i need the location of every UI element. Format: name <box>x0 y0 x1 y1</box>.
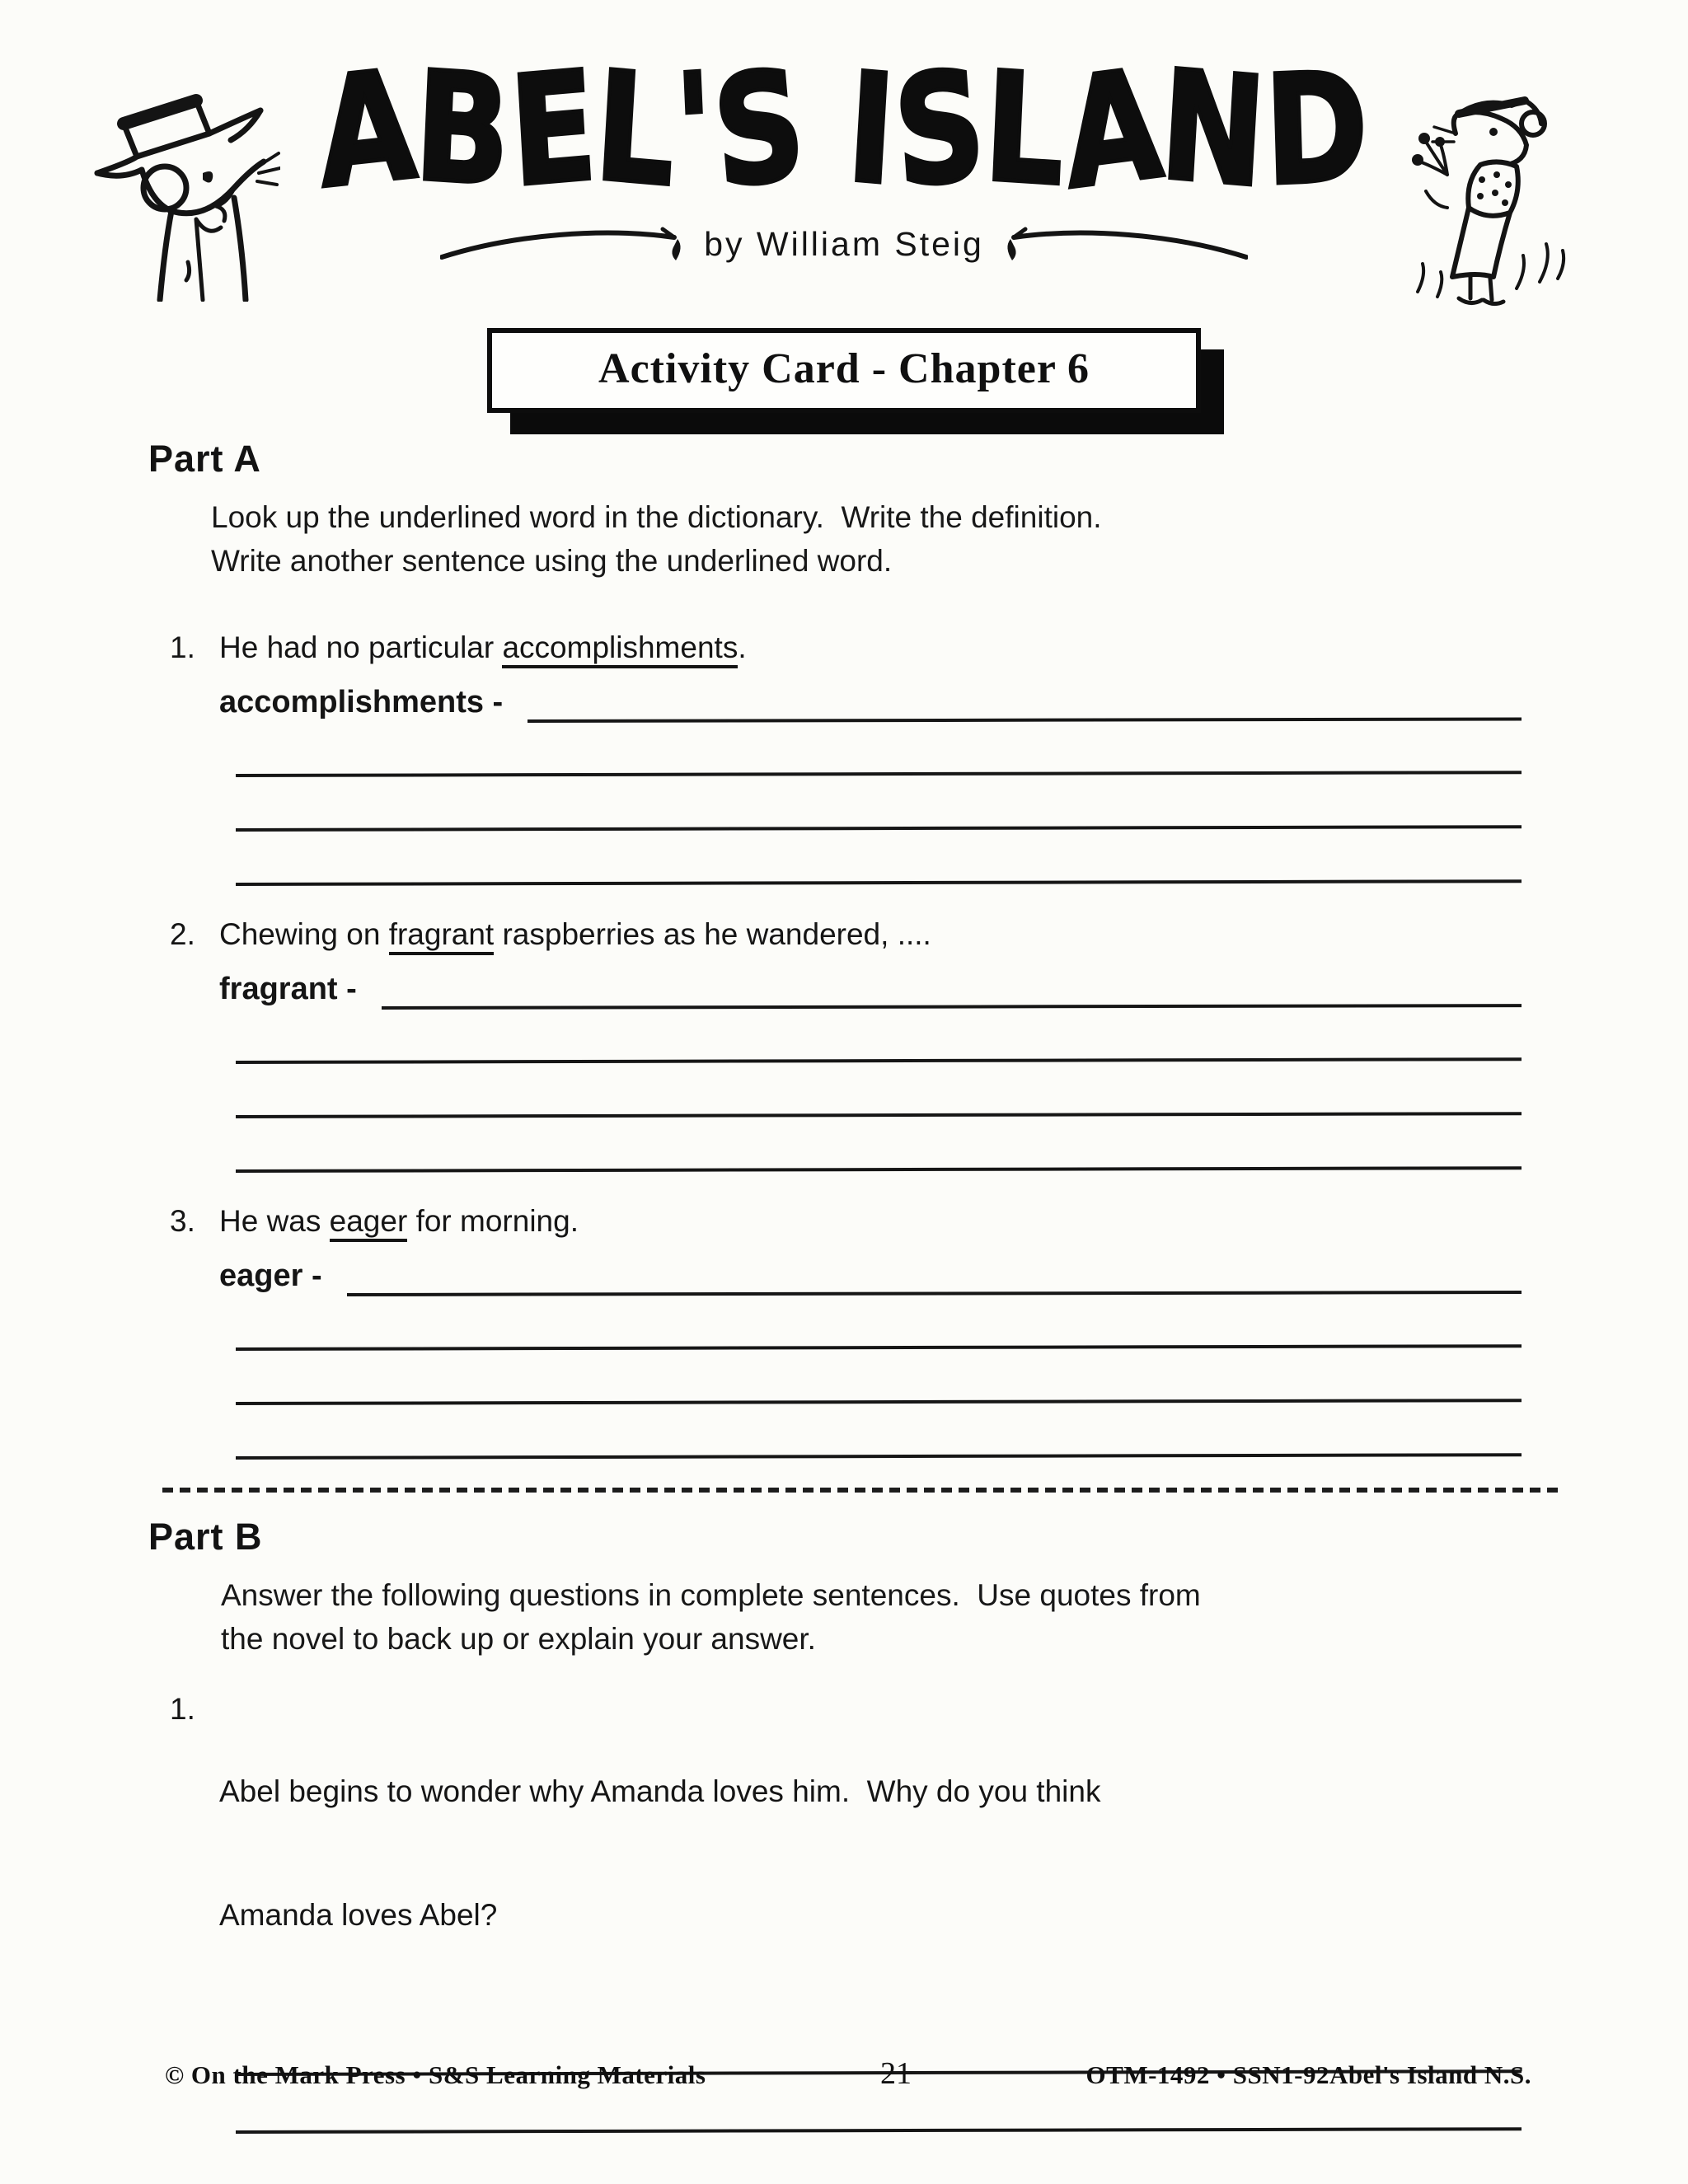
part-b-instructions <box>221 1573 1515 1661</box>
answer-lines <box>236 723 1522 886</box>
question-text <box>219 1689 1522 2018</box>
byline-text: by William Steig <box>704 224 984 263</box>
item-number: 1. <box>170 630 195 664</box>
activity-card-title-box <box>487 328 1201 413</box>
instruction-line: Look up the underlined word in the dictionary. Write the definition. <box>211 500 1102 534</box>
vocab-sentence <box>170 1201 1522 1242</box>
page-number: 21 <box>880 2056 912 2091</box>
book-title: ABEL'S ISLAND <box>312 36 1372 223</box>
part-a-instructions <box>211 495 1515 583</box>
underlined-word: accomplishments <box>502 630 738 668</box>
banner <box>0 0 1688 315</box>
vocab-sentence <box>170 627 1522 668</box>
sentence-text: raspberries as he wandered, .... <box>494 917 931 951</box>
part-a-section <box>0 438 1688 1460</box>
question-line: Amanda loves Abel? <box>219 1898 498 1932</box>
section-divider <box>162 1488 1560 1493</box>
definition-label-row <box>219 968 1522 1010</box>
question-text-row <box>170 1689 1522 2018</box>
item-number: 2. <box>170 917 195 951</box>
sentence-text: Chewing on <box>219 917 389 951</box>
item-sentence <box>219 1201 1522 1242</box>
underlined-word: fragrant <box>389 917 495 955</box>
vocab-word-label: eager - <box>219 1258 322 1293</box>
writing-line <box>236 828 1522 886</box>
answer-lines <box>236 1010 1522 1173</box>
writing-line <box>236 719 1522 777</box>
writing-line <box>236 1293 1522 1351</box>
question-item-1 <box>170 1689 1522 2184</box>
byline-left-swash-icon <box>440 221 687 267</box>
answer-lines <box>236 2018 1522 2184</box>
writing-line <box>236 1402 1522 1460</box>
item-sentence <box>219 627 1522 668</box>
page-footer <box>165 2055 1531 2092</box>
sentence-text: He was <box>219 1204 330 1238</box>
writing-line <box>236 1006 1522 1064</box>
sentence-text: for morning. <box>407 1204 579 1238</box>
instruction-line: Write another sentence using the underlined word. <box>211 544 893 578</box>
writing-line <box>236 1061 1522 1118</box>
writing-line <box>236 1115 1522 1173</box>
item-number: 1. <box>170 1692 195 1726</box>
catalog-code: OTM-1492 • SSN1-92Abel's Island N.S. <box>1085 2060 1531 2089</box>
writing-line <box>236 1347 1522 1405</box>
vocab-item-fragrant <box>170 914 1522 1173</box>
sentence-text: He had no particular <box>219 630 503 664</box>
copyright-text: © On the Mark Press • S&S Learning Materials <box>165 2060 706 2089</box>
underlined-word: eager <box>330 1204 408 1242</box>
answer-lines <box>236 1296 1522 1460</box>
instruction-line: Answer the following questions in complete sentences. Use quotes from <box>221 1578 1201 1612</box>
writing-line <box>236 774 1522 832</box>
sentence-text: . <box>738 630 747 664</box>
byline-right-swash-icon <box>1001 221 1248 267</box>
part-a-heading: Part A <box>148 438 261 480</box>
item-sentence <box>219 914 1522 955</box>
item-number: 3. <box>170 1204 195 1238</box>
vocab-sentence <box>170 914 1522 955</box>
vocab-item-eager <box>170 1201 1522 1460</box>
activity-card-title: Activity Card - Chapter 6 <box>598 345 1090 392</box>
vocab-item-accomplishments <box>170 627 1522 886</box>
part-b-heading: Part B <box>148 1516 263 1558</box>
vocab-word-label: fragrant - <box>219 972 357 1006</box>
vocab-word-label: accomplishments - <box>219 685 504 719</box>
definition-label-row <box>219 1255 1522 1296</box>
instruction-line: the novel to back up or explain your answer. <box>221 1622 816 1656</box>
definition-label-row <box>219 682 1522 723</box>
question-line: Abel begins to wonder why Amanda loves him. Why do you think <box>219 1774 1101 1808</box>
writing-line <box>236 2130 1522 2184</box>
